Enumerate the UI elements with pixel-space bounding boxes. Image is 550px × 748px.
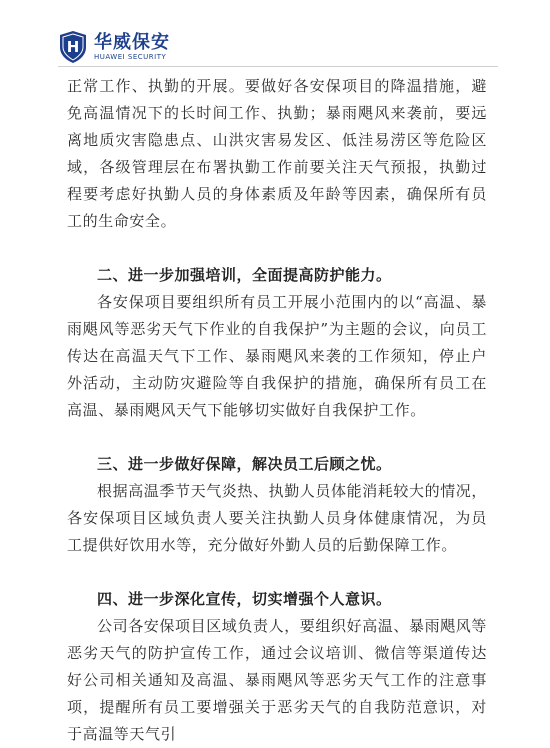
section-4-heading: 四、进一步深化宣传，切实增强个人意识。 xyxy=(97,590,392,608)
document-body xyxy=(67,73,487,748)
section-3-body: 根据高温季节天气炎热、执勤人员体能消耗较大的情况，各安保项目区域负责人要关注执勤人员身体健康情况，为员工提供好饮用水等，充分做好外勤人员的后勤保障工作。 xyxy=(67,482,488,554)
header-divider xyxy=(58,66,498,67)
section-2-body: 各安保项目要组织所有员工开展小范围内的以“高温、暴雨飓风等恶劣天气下作业的自我保护”为主题的会议，向员工传达在高温天气下工作、暴雨飓风来袭的工作须知，停止户外活动，主动防灾避险等自我保护的措施，确保所有员工在高温、暴雨飓风天气下能够切实做好自我保护工作。 xyxy=(67,293,487,419)
logo-company-name-en: HUAWEI SECURITY xyxy=(94,52,167,61)
page-header xyxy=(0,0,550,66)
company-logo xyxy=(58,30,170,64)
section-3-heading: 三、进一步做好保障，解决员工后顾之忧。 xyxy=(97,455,392,473)
intro-paragraph: 正常工作、执勤的开展。要做好各安保项目的降温措施，避免高温情况下的长时间工作、执勤；暴雨飓风来袭前，要远离地质灾害隐患点、山洪灾害易发区、低洼易涝区等危险区域，各级管理层在布署执勤工作前要关注天气预报，执勤过程要考虑好执勤人员的身体素质及年龄等因素，确保所有员工的生命安全。 xyxy=(67,77,487,230)
section-2-heading: 二、进一步加强培训，全面提高防护能力。 xyxy=(97,266,392,284)
svg-text:H: H xyxy=(66,38,80,56)
shield-logo-icon xyxy=(58,30,88,64)
logo-company-name: 华威保安 xyxy=(94,31,170,53)
section-4-body: 公司各安保项目区域负责人，要组织好高温、暴雨飓风等恶劣天气的防护宣传工作，通过会议培训、微信等渠道传达好公司相关通知及高温、暴雨飓风等恶劣天气工作的注意事项，提醒所有员工要增强关于恶劣天气的自我防范意识，对于高温等天气引 xyxy=(67,617,488,743)
